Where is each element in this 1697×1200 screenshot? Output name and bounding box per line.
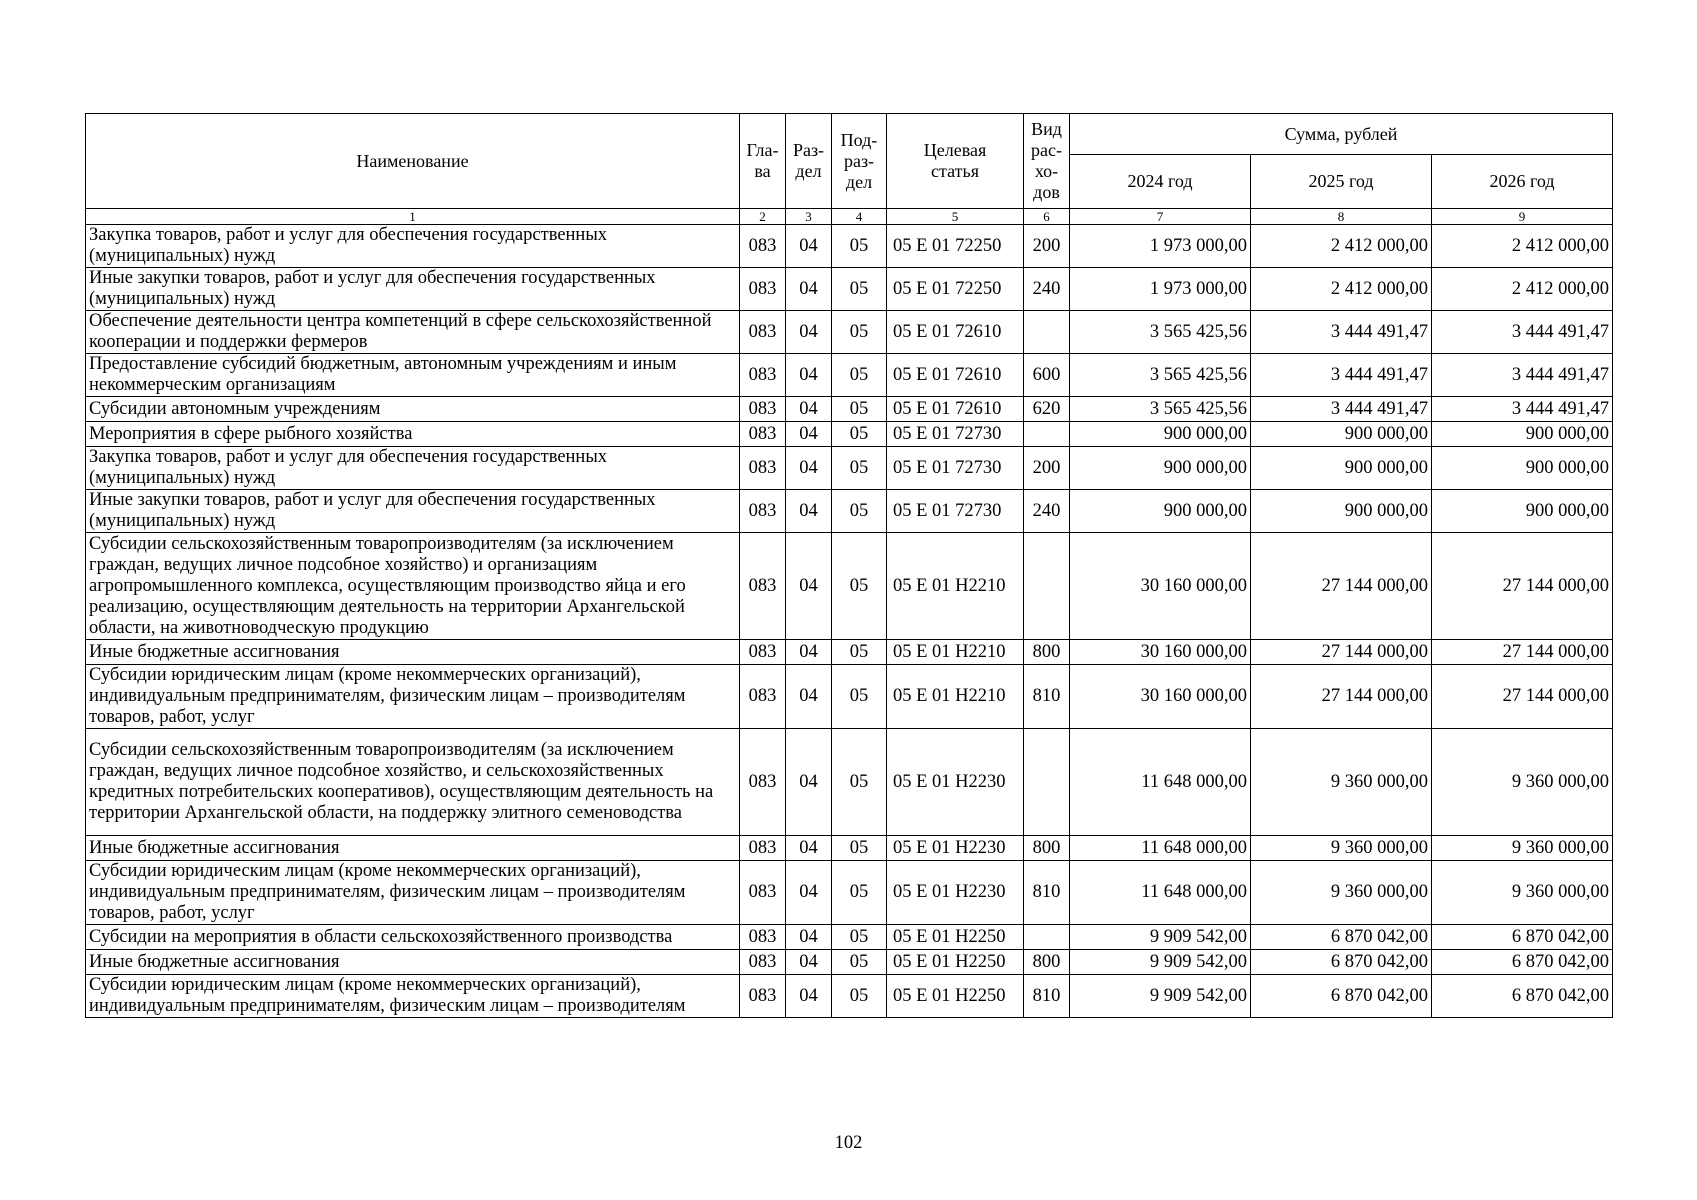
row-amount-2026: 6 870 042,00 [1432,975,1613,1018]
row-section: 04 [786,397,832,422]
row-amount-2025: 3 444 491,47 [1251,354,1432,397]
row-chapter: 083 [740,950,786,975]
row-amount-2025: 3 444 491,47 [1251,397,1432,422]
row-chapter: 083 [740,640,786,665]
row-section: 04 [786,490,832,533]
row-target-article: 05 Е 01 Н2230 [887,729,1024,836]
row-amount-2024: 1 973 000,00 [1070,268,1251,311]
row-target-article: 05 Е 01 72610 [887,397,1024,422]
row-amount-2025: 900 000,00 [1251,490,1432,533]
table-row [86,665,1613,729]
row-amount-2025: 6 870 042,00 [1251,975,1432,1018]
row-chapter: 083 [740,225,786,268]
row-amount-2025: 9 360 000,00 [1251,861,1432,925]
column-number: 6 [1024,209,1070,225]
row-target-article: 05 Е 01 72610 [887,311,1024,354]
column-number: 4 [832,209,887,225]
row-section: 04 [786,533,832,640]
row-name: Закупка товаров, работ и услуг для обеспечения государственных (муниципальных) нужд [86,447,740,490]
row-amount-2026: 9 360 000,00 [1432,836,1613,861]
table-row [86,354,1613,397]
row-name: Субсидии на мероприятия в области сельскохозяйственного производства [86,925,740,950]
header-year-2025: 2025 год [1251,155,1432,209]
row-amount-2026: 27 144 000,00 [1432,533,1613,640]
row-amount-2024: 30 160 000,00 [1070,533,1251,640]
row-expense-type: 200 [1024,447,1070,490]
row-name: Иные бюджетные ассигнования [86,950,740,975]
row-section: 04 [786,950,832,975]
row-subsection: 05 [832,729,887,836]
row-target-article: 05 Е 01 Н2250 [887,975,1024,1018]
row-name: Субсидии сельскохозяйственным товаропроизводителям (за исключением граждан, ведущих личное подсобное хозяйство, и сельскохозяйственных кредитных потребительских кооперативов), осуществляющим деятельность на территории Архангельской области, на поддержку элитного семеноводства [86,729,740,836]
row-amount-2024: 30 160 000,00 [1070,640,1251,665]
row-expense-type [1024,729,1070,836]
row-name: Иные бюджетные ассигнования [86,836,740,861]
row-chapter: 083 [740,861,786,925]
row-amount-2025: 27 144 000,00 [1251,533,1432,640]
row-name: Субсидии юридическим лицам (кроме некоммерческих организаций), индивидуальным предпринимателям, физическим лицам – производителям товаров, работ, услуг [86,861,740,925]
row-subsection: 05 [832,397,887,422]
row-chapter: 083 [740,354,786,397]
row-expense-type [1024,925,1070,950]
row-name: Субсидии юридическим лицам (кроме некоммерческих организаций), индивидуальным предпринимателям, физическим лицам – производителям товаров, работ, услуг [86,665,740,729]
row-amount-2026: 900 000,00 [1432,447,1613,490]
column-number: 3 [786,209,832,225]
table-row [86,533,1613,640]
row-chapter: 083 [740,836,786,861]
row-amount-2024: 9 909 542,00 [1070,975,1251,1018]
table-header [86,114,1613,225]
column-number: 7 [1070,209,1251,225]
row-amount-2025: 3 444 491,47 [1251,311,1432,354]
row-amount-2025: 6 870 042,00 [1251,925,1432,950]
column-number: 1 [86,209,740,225]
row-amount-2025: 900 000,00 [1251,447,1432,490]
row-subsection: 05 [832,925,887,950]
header-expense-type: Вид рас- хо- дов [1024,114,1070,209]
row-expense-type: 600 [1024,354,1070,397]
row-amount-2024: 9 909 542,00 [1070,925,1251,950]
table-row [86,925,1613,950]
row-amount-2024: 11 648 000,00 [1070,836,1251,861]
row-amount-2024: 11 648 000,00 [1070,861,1251,925]
column-number: 9 [1432,209,1613,225]
row-section: 04 [786,729,832,836]
row-target-article: 05 Е 01 72610 [887,354,1024,397]
header-target-article: Целевая статья [887,114,1024,209]
header-subsection: Под- раз- дел [832,114,887,209]
table-row [86,490,1613,533]
row-chapter: 083 [740,665,786,729]
header-section: Раз- дел [786,114,832,209]
table-row [86,836,1613,861]
row-amount-2024: 1 973 000,00 [1070,225,1251,268]
row-amount-2025: 2 412 000,00 [1251,268,1432,311]
row-name: Субсидии сельскохозяйственным товаропроизводителям (за исключением граждан, ведущих личное подсобное хозяйство) и организациям агропромышленного комплекса, осуществляющим производство яйца и его реализацию, осуществляющим деятельность на территории Архангельской области, на животноводческую продукцию [86,533,740,640]
row-amount-2024: 900 000,00 [1070,490,1251,533]
row-subsection: 05 [832,354,887,397]
row-chapter: 083 [740,533,786,640]
row-amount-2026: 3 444 491,47 [1432,397,1613,422]
row-amount-2024: 3 565 425,56 [1070,397,1251,422]
row-expense-type: 800 [1024,836,1070,861]
row-amount-2026: 9 360 000,00 [1432,861,1613,925]
row-target-article: 05 Е 01 Н2250 [887,950,1024,975]
row-amount-2025: 9 360 000,00 [1251,729,1432,836]
row-section: 04 [786,447,832,490]
column-number: 8 [1251,209,1432,225]
row-subsection: 05 [832,268,887,311]
row-expense-type: 620 [1024,397,1070,422]
row-amount-2026: 6 870 042,00 [1432,950,1613,975]
row-amount-2026: 9 360 000,00 [1432,729,1613,836]
row-section: 04 [786,354,832,397]
table-row [86,640,1613,665]
row-subsection: 05 [832,975,887,1018]
row-subsection: 05 [832,447,887,490]
row-name: Мероприятия в сфере рыбного хозяйства [86,422,740,447]
row-amount-2026: 900 000,00 [1432,490,1613,533]
row-subsection: 05 [832,836,887,861]
row-subsection: 05 [832,225,887,268]
row-section: 04 [786,268,832,311]
row-expense-type [1024,533,1070,640]
row-chapter: 083 [740,925,786,950]
table-row [86,422,1613,447]
table-row [86,268,1613,311]
row-target-article: 05 Е 01 Н2210 [887,665,1024,729]
row-target-article: 05 Е 01 Н2230 [887,861,1024,925]
row-expense-type [1024,422,1070,447]
row-amount-2024: 3 565 425,56 [1070,354,1251,397]
table-row [86,311,1613,354]
row-name: Субсидии автономным учреждениям [86,397,740,422]
row-amount-2025: 6 870 042,00 [1251,950,1432,975]
row-amount-2024: 900 000,00 [1070,422,1251,447]
row-subsection: 05 [832,640,887,665]
budget-table [85,113,1613,1018]
row-section: 04 [786,311,832,354]
column-number: 5 [887,209,1024,225]
row-target-article: 05 Е 01 Н2210 [887,533,1024,640]
row-chapter: 083 [740,268,786,311]
row-subsection: 05 [832,950,887,975]
table-row [86,975,1613,1018]
header-chapter: Гла- ва [740,114,786,209]
row-amount-2024: 900 000,00 [1070,447,1251,490]
row-chapter: 083 [740,447,786,490]
row-target-article: 05 Е 01 72730 [887,422,1024,447]
row-name: Субсидии юридическим лицам (кроме некоммерческих организаций), индивидуальным предпринимателям, физическим лицам – производителям [86,975,740,1018]
row-chapter: 083 [740,422,786,447]
row-section: 04 [786,422,832,447]
row-subsection: 05 [832,422,887,447]
row-target-article: 05 Е 01 Н2250 [887,925,1024,950]
row-target-article: 05 Е 01 72730 [887,490,1024,533]
column-number-row [86,209,1613,225]
row-expense-type [1024,311,1070,354]
row-name: Закупка товаров, работ и услуг для обеспечения государственных (муниципальных) нужд [86,225,740,268]
table-row [86,950,1613,975]
row-amount-2026: 2 412 000,00 [1432,225,1613,268]
header-name: Наименование [86,114,740,209]
table-row [86,447,1613,490]
row-expense-type: 810 [1024,975,1070,1018]
header-sum: Сумма, рублей [1070,114,1613,155]
row-amount-2025: 27 144 000,00 [1251,640,1432,665]
row-section: 04 [786,836,832,861]
row-target-article: 05 Е 01 72250 [887,268,1024,311]
row-target-article: 05 Е 01 Н2230 [887,836,1024,861]
row-name: Иные бюджетные ассигнования [86,640,740,665]
row-amount-2026: 6 870 042,00 [1432,925,1613,950]
row-section: 04 [786,975,832,1018]
row-name: Иные закупки товаров, работ и услуг для обеспечения государственных (муниципальных) нужд [86,268,740,311]
row-amount-2026: 900 000,00 [1432,422,1613,447]
row-amount-2024: 3 565 425,56 [1070,311,1251,354]
row-amount-2024: 9 909 542,00 [1070,950,1251,975]
row-amount-2024: 30 160 000,00 [1070,665,1251,729]
row-amount-2026: 27 144 000,00 [1432,665,1613,729]
table-body [86,225,1613,1018]
row-amount-2025: 27 144 000,00 [1251,665,1432,729]
row-amount-2026: 3 444 491,47 [1432,354,1613,397]
row-chapter: 083 [740,729,786,836]
row-amount-2026: 3 444 491,47 [1432,311,1613,354]
row-subsection: 05 [832,490,887,533]
row-section: 04 [786,861,832,925]
row-name: Обеспечение деятельности центра компетенций в сфере сельскохозяйственной кооперации и поддержки фермеров [86,311,740,354]
row-target-article: 05 Е 01 Н2210 [887,640,1024,665]
table-row [86,225,1613,268]
row-section: 04 [786,225,832,268]
row-subsection: 05 [832,311,887,354]
row-amount-2025: 9 360 000,00 [1251,836,1432,861]
row-target-article: 05 Е 01 72730 [887,447,1024,490]
row-section: 04 [786,665,832,729]
column-number: 2 [740,209,786,225]
row-section: 04 [786,640,832,665]
row-subsection: 05 [832,861,887,925]
table-row [86,397,1613,422]
row-expense-type: 810 [1024,861,1070,925]
row-amount-2026: 2 412 000,00 [1432,268,1613,311]
row-expense-type: 240 [1024,268,1070,311]
row-target-article: 05 Е 01 72250 [887,225,1024,268]
row-expense-type: 800 [1024,640,1070,665]
row-name: Предоставление субсидий бюджетным, автономным учреждениям и иным некоммерческим организациям [86,354,740,397]
header-year-2026: 2026 год [1432,155,1613,209]
row-expense-type: 810 [1024,665,1070,729]
table-row [86,729,1613,836]
header-year-2024: 2024 год [1070,155,1251,209]
row-expense-type: 240 [1024,490,1070,533]
row-chapter: 083 [740,975,786,1018]
row-amount-2025: 2 412 000,00 [1251,225,1432,268]
row-subsection: 05 [832,533,887,640]
row-expense-type: 200 [1024,225,1070,268]
row-amount-2025: 900 000,00 [1251,422,1432,447]
page-number: 102 [834,1133,863,1153]
row-name: Иные закупки товаров, работ и услуг для обеспечения государственных (муниципальных) нужд [86,490,740,533]
row-amount-2024: 11 648 000,00 [1070,729,1251,836]
row-chapter: 083 [740,397,786,422]
row-subsection: 05 [832,665,887,729]
row-expense-type: 800 [1024,950,1070,975]
row-section: 04 [786,925,832,950]
row-chapter: 083 [740,311,786,354]
row-amount-2026: 27 144 000,00 [1432,640,1613,665]
row-chapter: 083 [740,490,786,533]
table-row [86,861,1613,925]
